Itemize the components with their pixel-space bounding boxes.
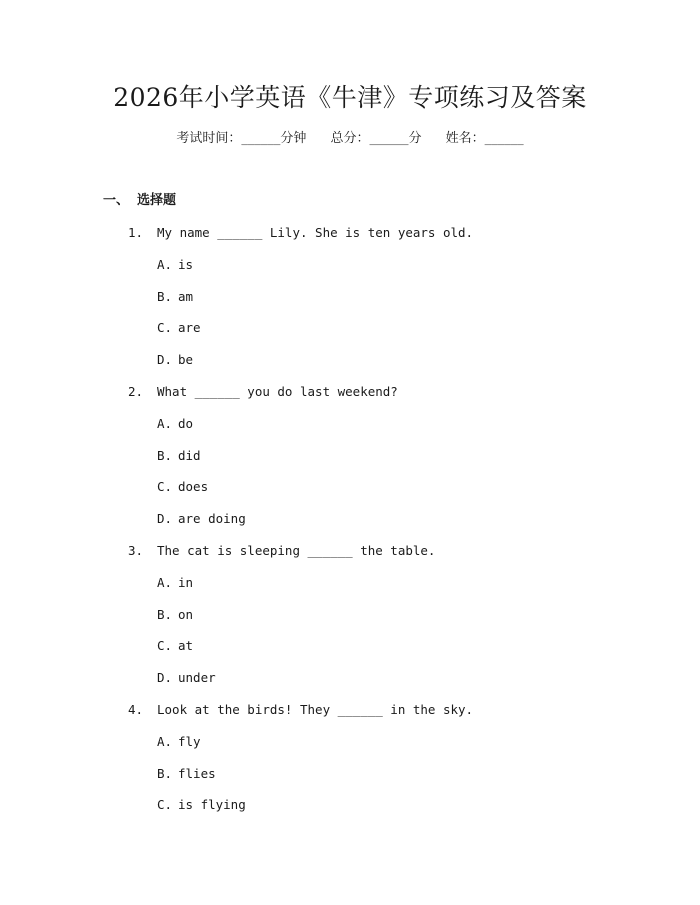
option-label: D.	[157, 511, 173, 527]
exam-time-field: 考试时间：______分钟	[176, 131, 307, 146]
question-4	[0, 700, 700, 732]
question-number: 3.	[128, 542, 144, 558]
question-1-option-b	[0, 287, 700, 319]
exam-name-field: 姓名：______	[445, 131, 524, 146]
option-label: D.	[157, 670, 173, 686]
question-text: What ______ you do last weekend?	[157, 383, 398, 399]
question-2-option-b	[0, 446, 700, 478]
document-title: 2026年小学英语《牛津》专项练习及答案	[113, 83, 587, 112]
question-text: The cat is sleeping ______ the table.	[157, 542, 436, 558]
option-text: are	[178, 320, 201, 336]
option-label: A.	[157, 733, 173, 749]
question-4-option-c	[0, 795, 700, 827]
exam-info-line	[0, 129, 700, 149]
question-4-option-b	[0, 764, 700, 796]
question-2-option-c	[0, 477, 700, 509]
question-3-option-b	[0, 605, 700, 637]
question-text: Look at the birds! They ______ in the sky.	[157, 701, 474, 717]
option-text: in	[178, 574, 194, 590]
question-3-option-a	[0, 573, 700, 605]
question-2	[0, 382, 700, 414]
option-label: C.	[157, 320, 173, 336]
question-3-option-c	[0, 636, 700, 668]
option-label: A.	[157, 415, 173, 431]
question-1-option-a	[0, 255, 700, 287]
option-label: B.	[157, 288, 173, 304]
option-text: did	[178, 447, 201, 463]
question-4-option-a	[0, 732, 700, 764]
option-text: under	[178, 670, 216, 686]
option-text: is flying	[178, 797, 246, 813]
section-title: 选择题	[137, 193, 177, 208]
question-number: 2.	[128, 383, 144, 399]
section-number: 一、	[103, 193, 130, 208]
option-label: B.	[157, 447, 173, 463]
option-text: is	[178, 256, 194, 272]
option-label: C.	[157, 479, 173, 495]
option-label: D.	[157, 352, 173, 368]
question-1-option-d	[0, 350, 700, 382]
option-text: be	[178, 352, 194, 368]
option-text: fly	[178, 733, 201, 749]
question-text: My name ______ Lily. She is ten years old.	[157, 225, 474, 240]
option-text: at	[178, 638, 194, 654]
option-label: C.	[157, 797, 173, 813]
exam-total-field: 总分：______分	[330, 131, 422, 146]
option-text: am	[178, 288, 194, 304]
option-text: flies	[178, 765, 216, 781]
question-2-option-d	[0, 509, 700, 541]
question-3-option-d	[0, 668, 700, 700]
option-label: B.	[157, 606, 173, 622]
question-list	[0, 223, 700, 827]
question-2-option-a	[0, 414, 700, 446]
question-number: 4.	[128, 701, 144, 717]
section-heading	[103, 191, 176, 211]
question-number: 1.	[128, 225, 144, 240]
option-label: B.	[157, 765, 173, 781]
option-text: does	[178, 479, 209, 495]
option-text: are doing	[178, 511, 246, 527]
option-label: A.	[157, 256, 173, 272]
question-3	[0, 541, 700, 573]
option-text: do	[178, 415, 194, 431]
option-label: A.	[157, 574, 173, 590]
question-1	[0, 223, 700, 255]
question-1-option-c	[0, 318, 700, 350]
option-label: C.	[157, 638, 173, 654]
option-text: on	[178, 606, 194, 622]
